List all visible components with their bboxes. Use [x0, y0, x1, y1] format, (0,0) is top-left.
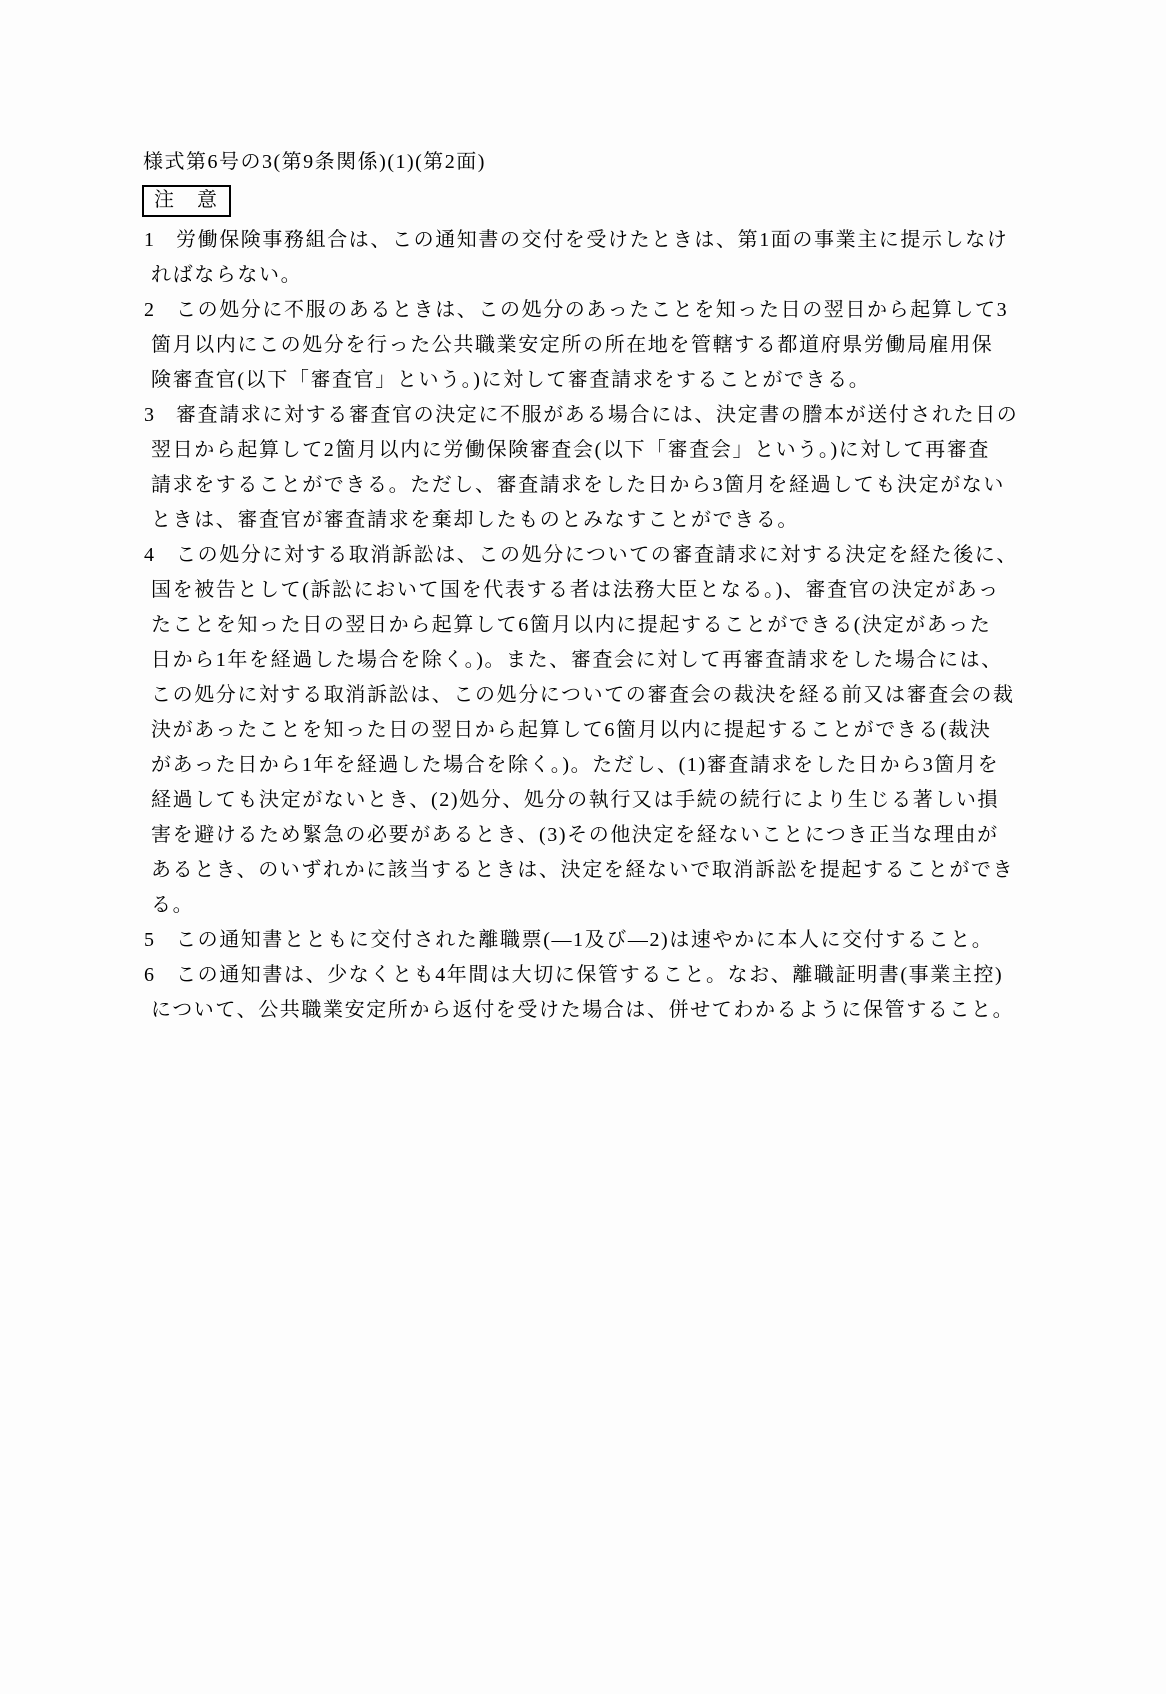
note-number: 2	[144, 299, 154, 321]
note-line: この通知書は、少なくとも4年間は大切に保管すること。なお、離職証明書(事業主控)	[176, 964, 1004, 986]
note-line: この通知書とともに交付された離職票(―1及び―2)は速やかに本人に交付すること。	[176, 929, 994, 951]
note-line: この処分に不服のあるときは、この処分のあったことを知った日の翌日から起算して3	[176, 299, 1009, 321]
note-line: について、公共職業安定所から返付を受けた場合は、併せてわかるように保管すること。	[151, 999, 1015, 1021]
note-item	[144, 223, 1071, 293]
note-line: この処分に対する取消訴訟は、この処分についての審査請求に対する決定を経た後に、	[176, 544, 1018, 566]
note-number: 3	[144, 404, 154, 426]
note-line: ればならない。	[151, 264, 303, 286]
note-line: 害を避けるため緊急の必要があるとき、(3)その他決定を経ないことにつき正当な理由が	[151, 824, 999, 846]
note-line: ときは、審査官が審査請求を棄却したものとみなすことができる。	[151, 509, 799, 531]
note-line: 労働保険事務組合は、この通知書の交付を受けたときは、第1面の事業主に提示しなけ	[176, 229, 1009, 251]
note-line: 国を被告として(訴訟において国を代表する者は法務大臣となる。)、審査官の決定があっ	[151, 579, 1000, 601]
note-number: 4	[144, 544, 154, 566]
note-line: 経過しても決定がないとき、(2)処分、処分の執行又は手続の続行により生じる著しい損	[151, 789, 1000, 811]
note-line: る。	[151, 894, 195, 916]
note-item	[144, 958, 1071, 1028]
note-item	[144, 398, 1071, 538]
note-line: 審査請求に対する審査官の決定に不服がある場合には、決定書の謄本が送付された日の	[176, 404, 1019, 426]
note-number: 5	[144, 929, 154, 951]
note-line: あるとき、のいずれかに該当するときは、決定を経ないで取消訴訟を提起することができ	[151, 859, 1015, 881]
note-item	[144, 923, 1071, 958]
note-line: 箇月以内にこの処分を行った公共職業安定所の所在地を管轄する都道府県労働局雇用保	[151, 334, 994, 356]
note-line: この処分に対する取消訴訟は、この処分についての審査会の裁決を経る前又は審査会の裁	[151, 684, 1015, 706]
notice-box	[142, 185, 231, 217]
note-item	[144, 293, 1071, 398]
note-line: たことを知った日の翌日から起算して6箇月以内に提起することができる(決定があった	[151, 614, 992, 636]
note-item	[144, 538, 1071, 923]
note-number: 1	[144, 229, 154, 251]
form-number-label: 様式第6号の3(第9条関係)(1)(第2面)	[143, 151, 486, 173]
note-line: 日から1年を経過した場合を除く。)。また、審査会に対して再審査請求をした場合には、	[151, 649, 1003, 671]
note-line: 決があったことを知った日の翌日から起算して6箇月以内に提起することができる(裁決	[151, 719, 992, 741]
note-line: 請求をすることができる。ただし、審査請求をした日から3箇月を経過しても決定がない	[151, 474, 1005, 496]
note-line: 翌日から起算して2箇月以内に労働保険審査会(以下「審査会」という。)に対して再審査	[151, 439, 990, 461]
notes-list	[144, 223, 1071, 1028]
note-line: があった日から1年を経過した場合を除く。)。ただし、(1)審査請求をした日から3箇月を	[151, 754, 1000, 776]
note-number: 6	[144, 964, 154, 986]
note-line: 険審査官(以下「審査官」という。)に対して審査請求をすることができる。	[151, 369, 871, 391]
notice-box-label: 注 意	[154, 189, 219, 211]
